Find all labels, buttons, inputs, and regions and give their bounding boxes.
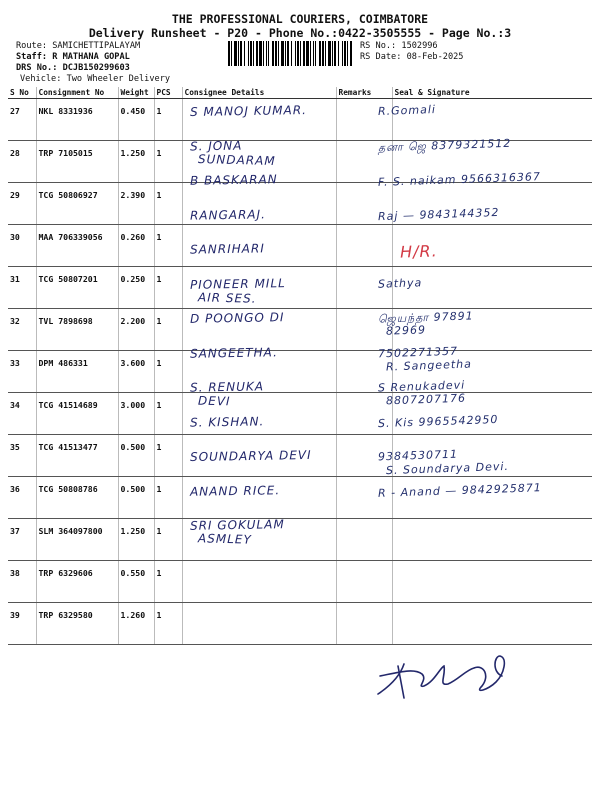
handwritten-consignee: SOUNDARYA DEVI <box>189 447 312 465</box>
handwritten-signature: R. Sangeetha <box>385 357 473 373</box>
company-title: THE PROFESSIONAL COURIERS, COIMBATORE <box>171 12 429 26</box>
route-info: Route: SAMICHETTIPALAYAM <box>16 41 141 51</box>
cell-pcs: 1 <box>154 183 182 225</box>
barcode-bar <box>310 41 311 66</box>
cell-sno: 37 <box>8 519 36 561</box>
barcode-bar <box>266 41 267 66</box>
rs-date: RS Date: 08-Feb-2025 <box>360 52 464 62</box>
col-seal-signature: Seal & Signature <box>392 87 592 99</box>
col-sno: S No <box>8 87 36 99</box>
runsheet-subtitle: Delivery Runsheet - P20 - Phone No.:0422-3505555 - Page No.:3 <box>88 26 512 40</box>
col-pcs: PCS <box>154 87 182 99</box>
cell-pcs: 1 <box>154 519 182 561</box>
barcode-bar <box>344 41 346 66</box>
barcode-bar <box>250 41 252 66</box>
table-header-row <box>8 87 592 99</box>
cell-weight: 0.250 <box>118 267 154 309</box>
cell-consignment-no: TRP 6329606 <box>36 561 118 603</box>
barcode-bar <box>303 41 305 66</box>
barcode-bar <box>287 41 289 66</box>
handwritten-signature: 9384530711 <box>377 447 459 464</box>
handwritten-signature: R - Anand — 9842925871 <box>377 480 542 500</box>
table-row <box>8 267 592 309</box>
cell-sno: 35 <box>8 435 36 477</box>
cell-pcs: 1 <box>154 603 182 645</box>
handwritten-consignee: S. JONA <box>189 138 243 153</box>
barcode-bar <box>272 41 274 66</box>
cell-weight: 3.600 <box>118 351 154 393</box>
barcode-bar <box>231 41 232 66</box>
handwritten-consignee: S MANOJ KUMAR. <box>189 102 308 120</box>
barcode-bar <box>328 41 331 66</box>
cell-sno: 32 <box>8 309 36 351</box>
barcode-bar <box>332 41 333 66</box>
barcode-bar <box>291 41 292 66</box>
cell-pcs: 1 <box>154 99 182 141</box>
cell-remarks <box>336 561 392 603</box>
handwritten-signature: Sathya <box>377 275 423 291</box>
cell-seal-signature <box>392 561 592 603</box>
cell-sno: 30 <box>8 225 36 267</box>
handwritten-consignee: SUNDARAM <box>197 151 276 168</box>
barcode-bar <box>240 41 242 66</box>
handwritten-signature: 82969 <box>385 323 427 338</box>
handwritten-signature: S. Soundarya Devi. <box>385 459 510 478</box>
barcode-bar <box>300 41 301 66</box>
cell-pcs: 1 <box>154 309 182 351</box>
drs-info: DRS No.: DCJB150299603 <box>16 63 130 73</box>
cell-seal-signature <box>392 519 592 561</box>
handwritten-consignee: B BASKARAN <box>189 172 278 188</box>
handwritten-consignee: PIONEER MILL <box>189 275 286 292</box>
cell-sno: 31 <box>8 267 36 309</box>
cell-weight: 0.260 <box>118 225 154 267</box>
cell-sno: 27 <box>8 99 36 141</box>
barcode-bar <box>313 41 314 66</box>
handwritten-signature: தனா ஜெ 8379321512 <box>377 136 512 154</box>
handwritten-signature: S Renukadevi <box>377 378 466 395</box>
table-row <box>8 183 592 225</box>
cell-pcs: 1 <box>154 477 182 519</box>
barcode-bar <box>347 41 348 66</box>
cell-consignment-no: SLM 364097800 <box>36 519 118 561</box>
table-row <box>8 561 592 603</box>
barcode-bar <box>259 41 262 66</box>
cell-weight: 0.500 <box>118 477 154 519</box>
staff-info: Staff: R MATHANA GOPAL <box>16 52 130 62</box>
barcode-bar <box>295 41 296 66</box>
barcode-bar <box>281 41 284 66</box>
cell-sno: 28 <box>8 141 36 183</box>
cell-weight: 2.200 <box>118 309 154 351</box>
handwritten-consignee: SANRIHARI <box>189 241 265 257</box>
col-consignment: Consignment No <box>36 87 118 99</box>
table-row <box>8 351 592 393</box>
cell-pcs: 1 <box>154 225 182 267</box>
handwritten-signature: H/R. <box>399 241 438 262</box>
barcode-bar <box>263 41 264 66</box>
barcode-bar <box>275 41 277 66</box>
cell-consignment-no: MAA 706339056 <box>36 225 118 267</box>
rs-number: RS No.: 1502996 <box>360 41 438 51</box>
col-consignee: Consignee Details <box>182 87 336 99</box>
cell-pcs: 1 <box>154 561 182 603</box>
cell-consignment-no: TVL 7898698 <box>36 309 118 351</box>
cell-weight: 0.500 <box>118 435 154 477</box>
handwritten-consignee: D POONGO DI <box>189 310 285 326</box>
barcode-bar <box>285 41 286 66</box>
handwritten-consignee: DEVI <box>197 393 231 409</box>
barcode-bar <box>278 41 279 66</box>
barcode-bar <box>238 41 239 66</box>
barcode-bar <box>297 41 299 66</box>
handwritten-consignee: SRI GOKULAM <box>189 517 285 533</box>
col-weight: Weight <box>118 87 154 99</box>
handwritten-signature: ஜெயந்தா 97891 <box>377 309 474 326</box>
cell-weight: 1.250 <box>118 141 154 183</box>
cell-consignment-no: TCG 50806927 <box>36 183 118 225</box>
handwritten-signature: 7502271357 <box>377 344 459 360</box>
table-row <box>8 519 592 561</box>
handwritten-consignee: ANAND RICE. <box>189 482 281 499</box>
cell-weight: 0.550 <box>118 561 154 603</box>
barcode-bar <box>248 41 249 66</box>
cell-pcs: 1 <box>154 267 182 309</box>
cell-pcs: 1 <box>154 141 182 183</box>
cell-consignee <box>182 603 336 645</box>
cell-weight: 1.250 <box>118 519 154 561</box>
cell-consignment-no: TRP 7105015 <box>36 141 118 183</box>
cell-remarks <box>336 225 392 267</box>
cell-weight: 1.260 <box>118 603 154 645</box>
cell-sno: 39 <box>8 603 36 645</box>
handwritten-consignee: ASMLEY <box>197 531 252 547</box>
cell-pcs: 1 <box>154 435 182 477</box>
handwritten-signature: F. S. naikam 9566316367 <box>377 170 542 189</box>
barcode-bar <box>334 41 336 66</box>
cell-sno: 36 <box>8 477 36 519</box>
cell-consignment-no: NKL 8331936 <box>36 99 118 141</box>
cell-sno: 34 <box>8 393 36 435</box>
cell-consignment-no: TCG 41514689 <box>36 393 118 435</box>
handwritten-consignee: AIR SES. <box>197 289 257 306</box>
cell-consignment-no: DPM 486331 <box>36 351 118 393</box>
cell-consignment-no: TCG 41513477 <box>36 435 118 477</box>
cell-weight: 3.000 <box>118 393 154 435</box>
cell-sno: 33 <box>8 351 36 393</box>
cell-remarks <box>336 519 392 561</box>
handwritten-signature: Raj — 9843144352 <box>377 205 500 223</box>
barcode-bar <box>253 41 254 66</box>
barcode-bar <box>342 41 343 66</box>
barcode-bar <box>244 41 245 66</box>
table-row <box>8 603 592 645</box>
cell-remarks <box>336 603 392 645</box>
barcode-bar <box>268 41 269 66</box>
barcode-bar <box>325 41 326 66</box>
cell-consignment-no: TCG 50808786 <box>36 477 118 519</box>
signature-scribble-icon <box>370 646 530 702</box>
barcode-bar <box>228 41 230 66</box>
barcode-bar <box>350 41 352 66</box>
col-remarks: Remarks <box>336 87 392 99</box>
handwritten-consignee: S. KISHAN. <box>189 413 265 430</box>
barcode-bar <box>319 41 321 66</box>
vehicle-info: Vehicle: Two Wheeler Delivery <box>20 74 171 84</box>
barcode-bar <box>234 41 237 66</box>
handwritten-signature: S. Kis 9965542950 <box>377 412 499 430</box>
handwritten-signature: 8807207176 <box>385 391 467 408</box>
cell-pcs: 1 <box>154 351 182 393</box>
table-row <box>8 309 592 351</box>
cell-seal-signature <box>392 603 592 645</box>
barcode-bar <box>338 41 339 66</box>
cell-weight: 0.450 <box>118 99 154 141</box>
barcode-bar <box>322 41 324 66</box>
table-row <box>8 225 592 267</box>
handwritten-consignee: SANGEETHA. <box>189 344 278 361</box>
barcode-bar <box>315 41 316 66</box>
cell-consignee <box>182 561 336 603</box>
cell-weight: 2.390 <box>118 183 154 225</box>
handwritten-consignee: S. RENUKA <box>189 379 265 395</box>
cell-pcs: 1 <box>154 393 182 435</box>
handwritten-consignee: RANGARAJ. <box>189 206 267 223</box>
cell-consignment-no: TRP 6329580 <box>36 603 118 645</box>
handwritten-signature: R.Gomali <box>377 102 437 119</box>
barcode-bar <box>256 41 258 66</box>
barcode-bar <box>306 41 309 66</box>
cell-sno: 38 <box>8 561 36 603</box>
barcode-icon <box>228 41 352 66</box>
table-row <box>8 393 592 435</box>
cell-consignment-no: TCG 50807201 <box>36 267 118 309</box>
cell-sno: 29 <box>8 183 36 225</box>
